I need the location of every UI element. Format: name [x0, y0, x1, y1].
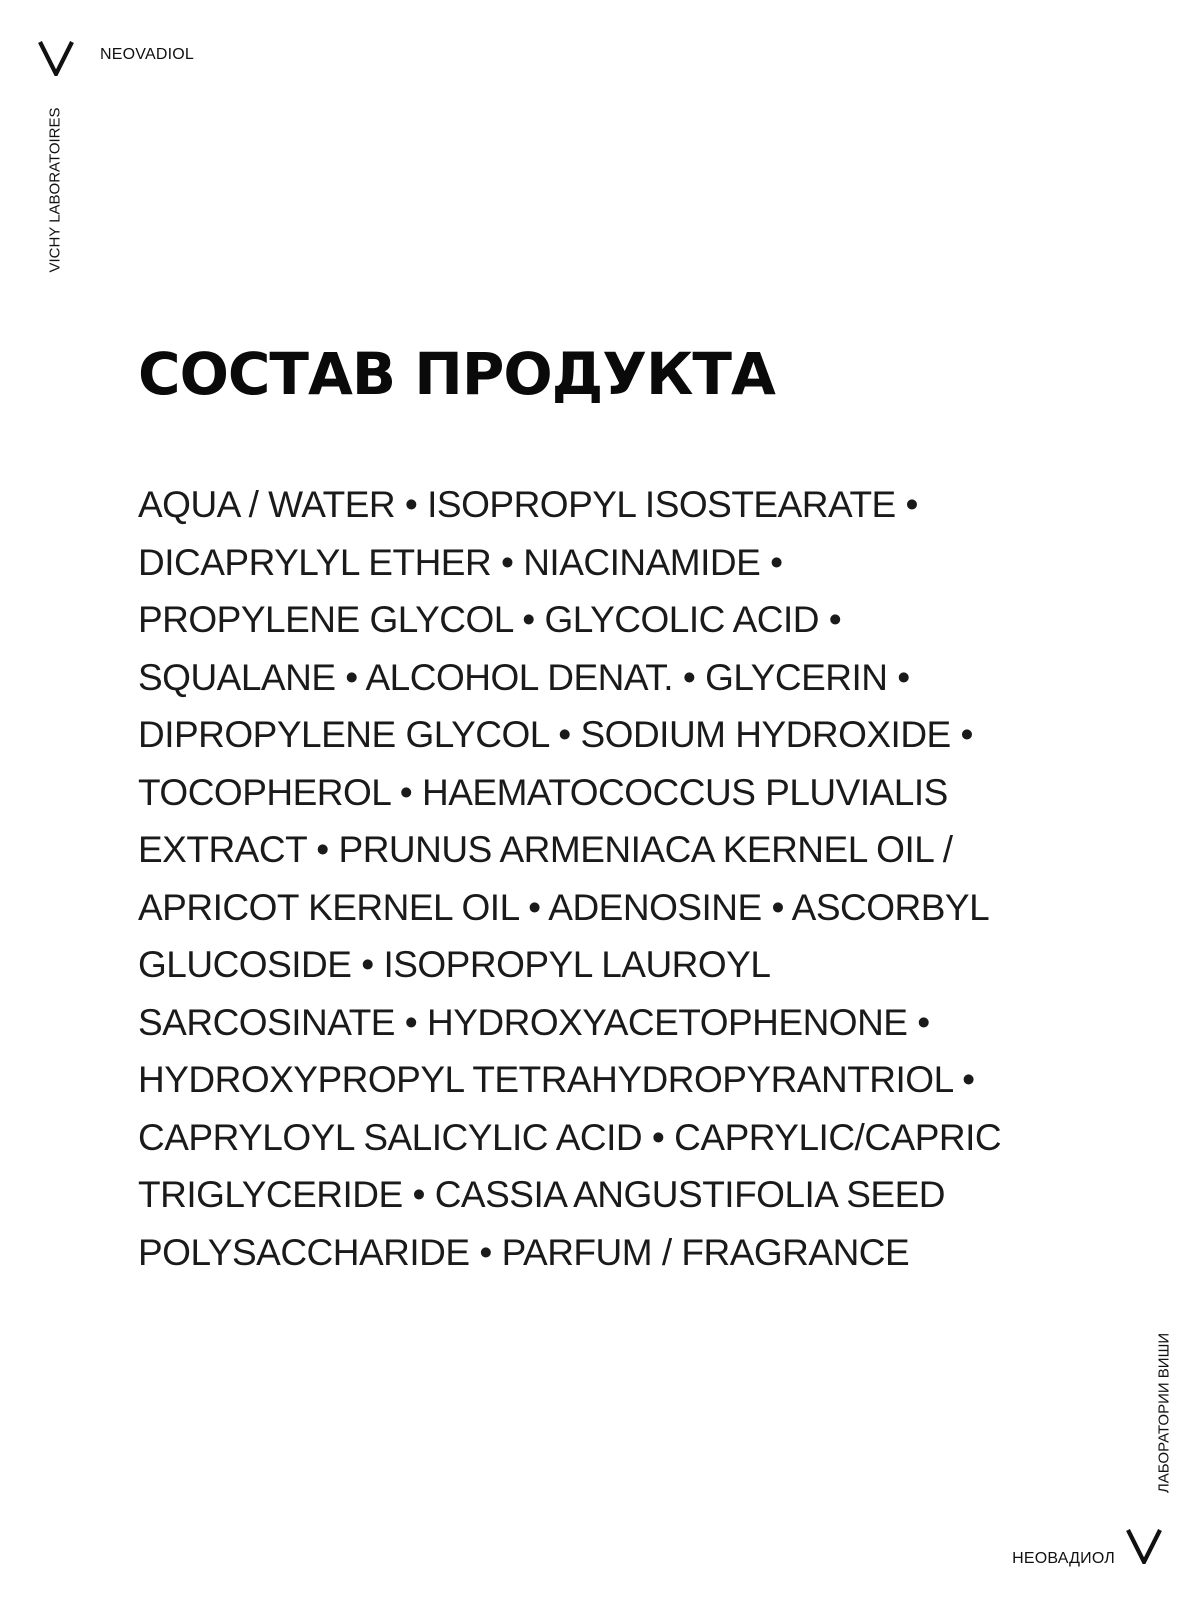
ingredient-line: PROPYLENE GLYCOL • GLYCOLIC ACID • [138, 599, 842, 640]
brand-name-bottom: НЕОВАДИОЛ [1012, 1550, 1115, 1567]
vertical-brand-label-right: ЛАБОРАТОРИИ ВИШИ [1155, 1332, 1173, 1494]
ingredient-line: HYDROXYPROPYL TETRAHYDROPYRANTRIOL • [138, 1059, 975, 1100]
ingredient-line: DICAPRYLYL ETHER • NIACINAMIDE • [138, 541, 783, 583]
ingredient-line: EXTRACT • PRUNUS ARMENIACA KERNEL OIL / [138, 829, 953, 870]
ingredient-line: CAPRYLOYL SALICYLIC ACID • CAPRYLIC/CAPRIC [138, 1116, 1002, 1158]
ingredient-line: GLUCOSIDE • ISOPROPYL LAUROYL [138, 944, 771, 985]
vichy-v-logo-icon [1126, 1528, 1162, 1564]
vichy-v-logo-icon [38, 40, 74, 76]
ingredient-line: SQUALANE • ALCOHOL DENAT. • GLYCERIN • [138, 656, 910, 698]
ingredient-line: TOCOPHEROL • HAEMATOCOCCUS PLUVIALIS [138, 771, 948, 813]
ingredient-line: TRIGLYCERIDE • CASSIA ANGUSTIFOLIA SEED [138, 1174, 945, 1215]
ingredient-line: AQUA / WATER • ISOPROPYL ISOSTEARATE • [138, 484, 918, 525]
brand-name-top: NEOVADIOL [100, 46, 194, 63]
ingredient-line: DIPROPYLENE GLYCOL • SODIUM HYDROXIDE • [138, 714, 973, 755]
ingredient-line: POLYSACCHARIDE • PARFUM / FRAGRANCE [138, 1231, 910, 1273]
ingredient-line: SARCOSINATE • HYDROXYACETOPHENONE • [138, 1001, 930, 1043]
vertical-brand-label-left: VICHY LABORATOIRES [46, 107, 64, 273]
ingredients-list [138, 476, 1098, 1281]
ingredient-line: APRICOT KERNEL OIL • ADENOSINE • ASCORBYL [138, 886, 990, 928]
page-title: СОСТАВ ПРОДУКТА [138, 340, 775, 408]
